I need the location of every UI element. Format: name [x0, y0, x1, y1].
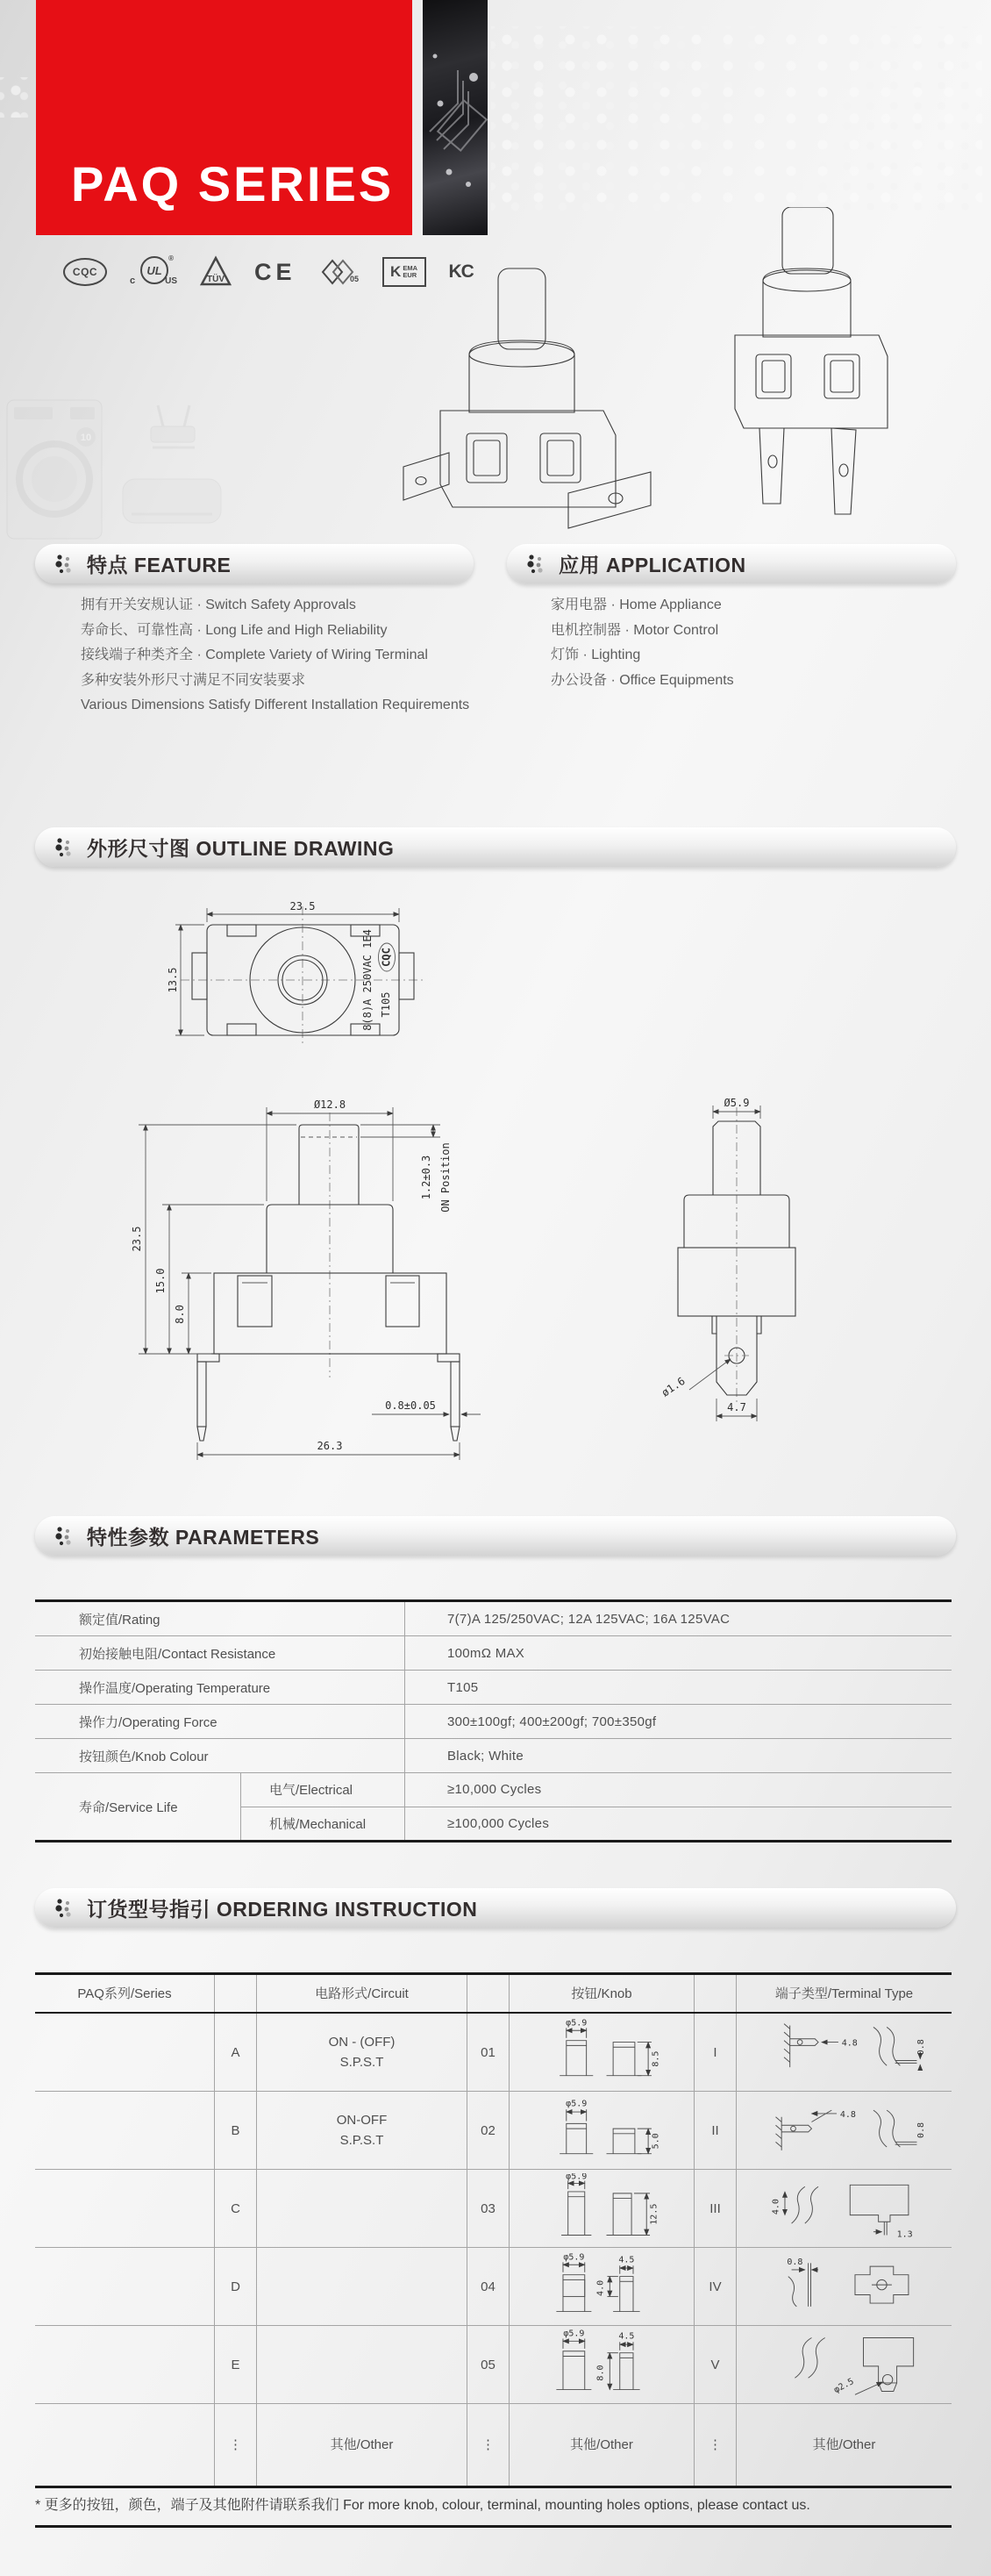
ek-logo-icon	[319, 257, 360, 287]
ordering-table	[35, 1972, 952, 2488]
param-label: 操作力/Operating Force	[79, 1714, 217, 1730]
knob-no-cell: ⋮	[467, 2404, 509, 2486]
switch-photo-black-knob	[702, 207, 912, 523]
svg-text:4.8: 4.8	[839, 2109, 856, 2120]
circuit-cell	[256, 2326, 467, 2403]
feature-title: 特点 FEATURE	[87, 554, 232, 576]
table-subrow	[240, 1807, 952, 1841]
feature-item: 接线端子种类齐全 · Complete Variety of Wiring Terminal	[81, 648, 428, 662]
code-cell: A	[214, 2014, 256, 2091]
feature-item: Various Dimensions Satisfy Different Installation Requirements	[81, 698, 470, 712]
table-row	[35, 2092, 952, 2170]
knob-drawing	[513, 2329, 690, 2400]
svg-text:φ2.5: φ2.5	[832, 2376, 856, 2395]
footnote: * 更多的按钮，颜色，端子及其他附件请联系我们 For more knob, colour, terminal, mounting holes options, please contact us.	[35, 2494, 952, 2528]
application-section-header	[507, 544, 956, 583]
terminal-no-cell: V	[694, 2326, 736, 2403]
switch-photo-white-knob	[386, 263, 658, 546]
svg-text:0.8: 0.8	[916, 2122, 926, 2139]
dim-base-height: 8.0	[174, 1305, 186, 1324]
svg-text:φ5.9: φ5.9	[566, 2018, 588, 2029]
series-cell	[35, 2170, 214, 2247]
outline-title: 外形尺寸图 OUTLINE DRAWING	[87, 837, 395, 860]
table-row	[35, 2248, 952, 2326]
param-value: ≥100,000 Cycles	[404, 1807, 952, 1841]
circuit-cell	[256, 2248, 467, 2325]
terminal-drawing-cell	[736, 2248, 952, 2325]
series-cell	[35, 2092, 214, 2169]
dim-mount-width: 26.3	[317, 1440, 343, 1452]
param-value: 7(7)A 125/250VAC; 12A 125VAC; 16A 125VAC	[404, 1602, 952, 1635]
washing-machine-watermark	[5, 395, 103, 542]
knob-drawing-cell	[509, 2170, 694, 2247]
circuit-board-photo	[423, 0, 488, 235]
circuit-cell: ON-OFF S.P.S.T	[256, 2092, 467, 2169]
svg-text:φ5.9: φ5.9	[563, 2329, 585, 2339]
application-list	[551, 593, 734, 693]
svg-text:0.8: 0.8	[787, 2258, 803, 2268]
dim-hole-dia: ø1.6	[659, 1374, 688, 1399]
marking-temp: T105	[380, 991, 392, 1018]
svg-text:4.5: 4.5	[618, 2255, 635, 2265]
parameters-title: 特性参数 PARAMETERS	[87, 1526, 320, 1549]
param-value: Black; White	[404, 1739, 952, 1772]
col-header-spacer	[467, 1975, 509, 2012]
terminal-drawing	[741, 2017, 947, 2087]
col-header-series: PAQ系列/Series	[77, 1986, 172, 2001]
router-watermark	[146, 402, 200, 453]
param-sublabel: 机械/Mechanical	[240, 1807, 404, 1841]
knob-drawing	[513, 2251, 690, 2322]
code-cell: E	[214, 2326, 256, 2403]
dim-total-height: 23.5	[131, 1226, 143, 1252]
dim-knob-dia: Ø5.9	[724, 1097, 750, 1109]
knob-drawing	[513, 2017, 690, 2087]
table-row	[35, 2326, 952, 2404]
code-cell: B	[214, 2092, 256, 2169]
feature-item: 寿命长、可靠性高 · Long Life and High Reliability	[81, 622, 388, 638]
knob-no-cell: 01	[467, 2014, 509, 2091]
code-cell: D	[214, 2248, 256, 2325]
terminal-cell: 其他/Other	[736, 2404, 952, 2486]
svg-text:05: 05	[349, 275, 359, 283]
application-title: 应用 APPLICATION	[559, 554, 746, 576]
svg-text:4.0: 4.0	[771, 2199, 781, 2215]
param-label: 初始接触电阻/Contact Resistance	[79, 1646, 276, 1662]
table-row	[35, 1635, 952, 1670]
outline-side-view	[605, 1097, 956, 1474]
knob-no-cell: 05	[467, 2326, 509, 2403]
knob-drawing-cell	[509, 2248, 694, 2325]
svg-text:4.0: 4.0	[595, 2279, 606, 2296]
knob-drawing-cell	[509, 2014, 694, 2091]
knob-drawing	[513, 2095, 690, 2165]
series-cell	[35, 2404, 214, 2486]
table-subrow	[240, 1773, 952, 1807]
terminal-drawing-cell	[736, 2170, 952, 2247]
terminal-drawing	[741, 2251, 947, 2322]
series-title: PAQ SERIES	[71, 156, 395, 211]
dim-terminal-thk: 0.8±0.05	[385, 1399, 436, 1412]
terminal-no-cell: IV	[694, 2248, 736, 2325]
marking-cqc: CQC	[380, 948, 393, 967]
outline-top-view	[167, 899, 430, 1048]
feature-section-header	[35, 544, 474, 583]
table-row	[35, 1738, 952, 1772]
table-header-row	[35, 1975, 952, 2014]
feature-item: 拥有开关安规认证 · Switch Safety Approvals	[81, 597, 356, 612]
param-value: 300±100gf; 400±200gf; 700±350gf	[404, 1705, 952, 1738]
dim-tip-width: 4.7	[727, 1401, 746, 1413]
parameters-section-header	[35, 1516, 956, 1556]
svg-text:4.5: 4.5	[618, 2331, 635, 2342]
section-dots-icon	[54, 1897, 75, 1920]
table-row	[35, 2014, 952, 2092]
section-dots-icon	[526, 553, 547, 576]
dim-travel: 1.2±0.3	[420, 1155, 432, 1200]
svg-text:10: 10	[80, 433, 92, 443]
terminal-drawing-cell	[736, 2014, 952, 2091]
knob-drawing-cell	[509, 2092, 694, 2169]
svg-text:TÜV: TÜV	[207, 275, 225, 284]
knob-drawing	[513, 2173, 690, 2243]
terminal-drawing-cell	[736, 2092, 952, 2169]
knob-no-cell: 03	[467, 2170, 509, 2247]
table-row	[35, 2170, 952, 2248]
feature-item: 多种安装外形尺寸满足不同安装要求	[81, 672, 306, 688]
table-row	[35, 1602, 952, 1635]
svg-text:φ5.9: φ5.9	[563, 2252, 585, 2263]
section-dots-icon	[54, 836, 75, 859]
kema-logo-icon: K EMA EUR	[382, 257, 426, 287]
terminal-drawing-cell	[736, 2326, 952, 2403]
col-header-circuit: 电路形式/Circuit	[256, 1975, 467, 2012]
knob-drawing-cell	[509, 2326, 694, 2403]
svg-text:5.0: 5.0	[651, 2133, 661, 2150]
svg-text:12.5: 12.5	[649, 2203, 659, 2225]
param-label: 按钮颜色/Knob Colour	[79, 1749, 209, 1764]
parameters-table	[35, 1599, 952, 1843]
col-header-spacer	[214, 1975, 256, 2012]
outline-front-view	[88, 1097, 526, 1474]
series-cell	[35, 2014, 214, 2091]
table-row-service-life	[35, 1772, 952, 1840]
param-value: T105	[404, 1671, 952, 1704]
col-header-terminal: 端子类型/Terminal Type	[736, 1975, 952, 2012]
table-row	[35, 1670, 952, 1704]
param-label: 操作温度/Operating Temperature	[79, 1680, 271, 1696]
section-dots-icon	[54, 1525, 75, 1548]
code-cell: ⋮	[214, 2404, 256, 2486]
application-item: 办公设备 · Office Equipments	[551, 672, 734, 688]
kc-logo-icon: KC	[448, 261, 474, 282]
ordering-section-header	[35, 1888, 956, 1928]
knob-no-cell: 02	[467, 2092, 509, 2169]
circuit-cell: 其他/Other	[256, 2404, 467, 2486]
dim-travel-note: ON Position	[439, 1142, 452, 1213]
dim-top-width: 23.5	[289, 900, 316, 912]
series-cell	[35, 2248, 214, 2325]
tuv-logo-icon	[200, 255, 232, 289]
dim-plunger-dia: Ø12.8	[313, 1098, 346, 1111]
svg-text:1.3: 1.3	[896, 2229, 913, 2240]
param-sublabel: 电气/Electrical	[240, 1773, 404, 1807]
outline-section-header	[35, 827, 956, 867]
feature-list	[81, 593, 469, 719]
terminal-drawing	[741, 2095, 947, 2165]
code-cell: C	[214, 2170, 256, 2247]
circuit-cell	[256, 2170, 467, 2247]
svg-text:0.8: 0.8	[916, 2039, 926, 2056]
param-label: 寿命/Service Life	[79, 1800, 178, 1815]
knob-no-cell: 04	[467, 2248, 509, 2325]
ac-unit-watermark	[121, 476, 223, 530]
ordering-title: 订货型号指引 ORDERING INSTRUCTION	[87, 1898, 478, 1921]
series-banner	[36, 0, 412, 235]
terminal-no-cell: II	[694, 2092, 736, 2169]
param-label: 额定值/Rating	[79, 1612, 160, 1628]
terminal-drawing	[741, 2173, 947, 2243]
svg-text:8.5: 8.5	[651, 2050, 661, 2067]
section-dots-icon	[54, 553, 75, 576]
svg-text:φ5.9: φ5.9	[566, 2099, 588, 2109]
dim-top-height: 13.5	[167, 967, 179, 993]
svg-text:4.8: 4.8	[841, 2038, 858, 2049]
svg-text:8.0: 8.0	[595, 2365, 606, 2381]
application-item: 灯饰 · Lighting	[551, 648, 641, 662]
terminal-no-cell: I	[694, 2014, 736, 2091]
series-cell	[35, 2326, 214, 2403]
header-dot-pattern	[491, 26, 982, 215]
knob-cell: 其他/Other	[509, 2404, 694, 2486]
terminal-no-cell: III	[694, 2170, 736, 2247]
terminal-drawing	[741, 2329, 947, 2400]
application-item: 家用电器 · Home Appliance	[551, 597, 722, 612]
circuit-cell: ON - (OFF) S.P.S.T	[256, 2014, 467, 2091]
dim-mid-height: 15.0	[154, 1268, 167, 1294]
param-value: ≥10,000 Cycles	[404, 1773, 952, 1807]
col-header-knob: 按钮/Knob	[509, 1975, 694, 2012]
svg-text:φ5.9: φ5.9	[566, 2173, 588, 2182]
table-row	[35, 1704, 952, 1738]
ul-logo-icon: c UL ® US	[130, 254, 177, 286]
marking-rating: 8(8)A 250VAC 1E4	[361, 929, 374, 1031]
cqc-logo-icon: CQC	[63, 258, 107, 286]
col-header-spacer	[694, 1975, 736, 2012]
param-value: 100mΩ MAX	[404, 1636, 952, 1670]
table-row-other	[35, 2404, 952, 2486]
application-item: 电机控制器 · Motor Control	[551, 622, 719, 638]
ce-logo-icon: CE	[254, 258, 296, 285]
terminal-no-cell: ⋮	[694, 2404, 736, 2486]
